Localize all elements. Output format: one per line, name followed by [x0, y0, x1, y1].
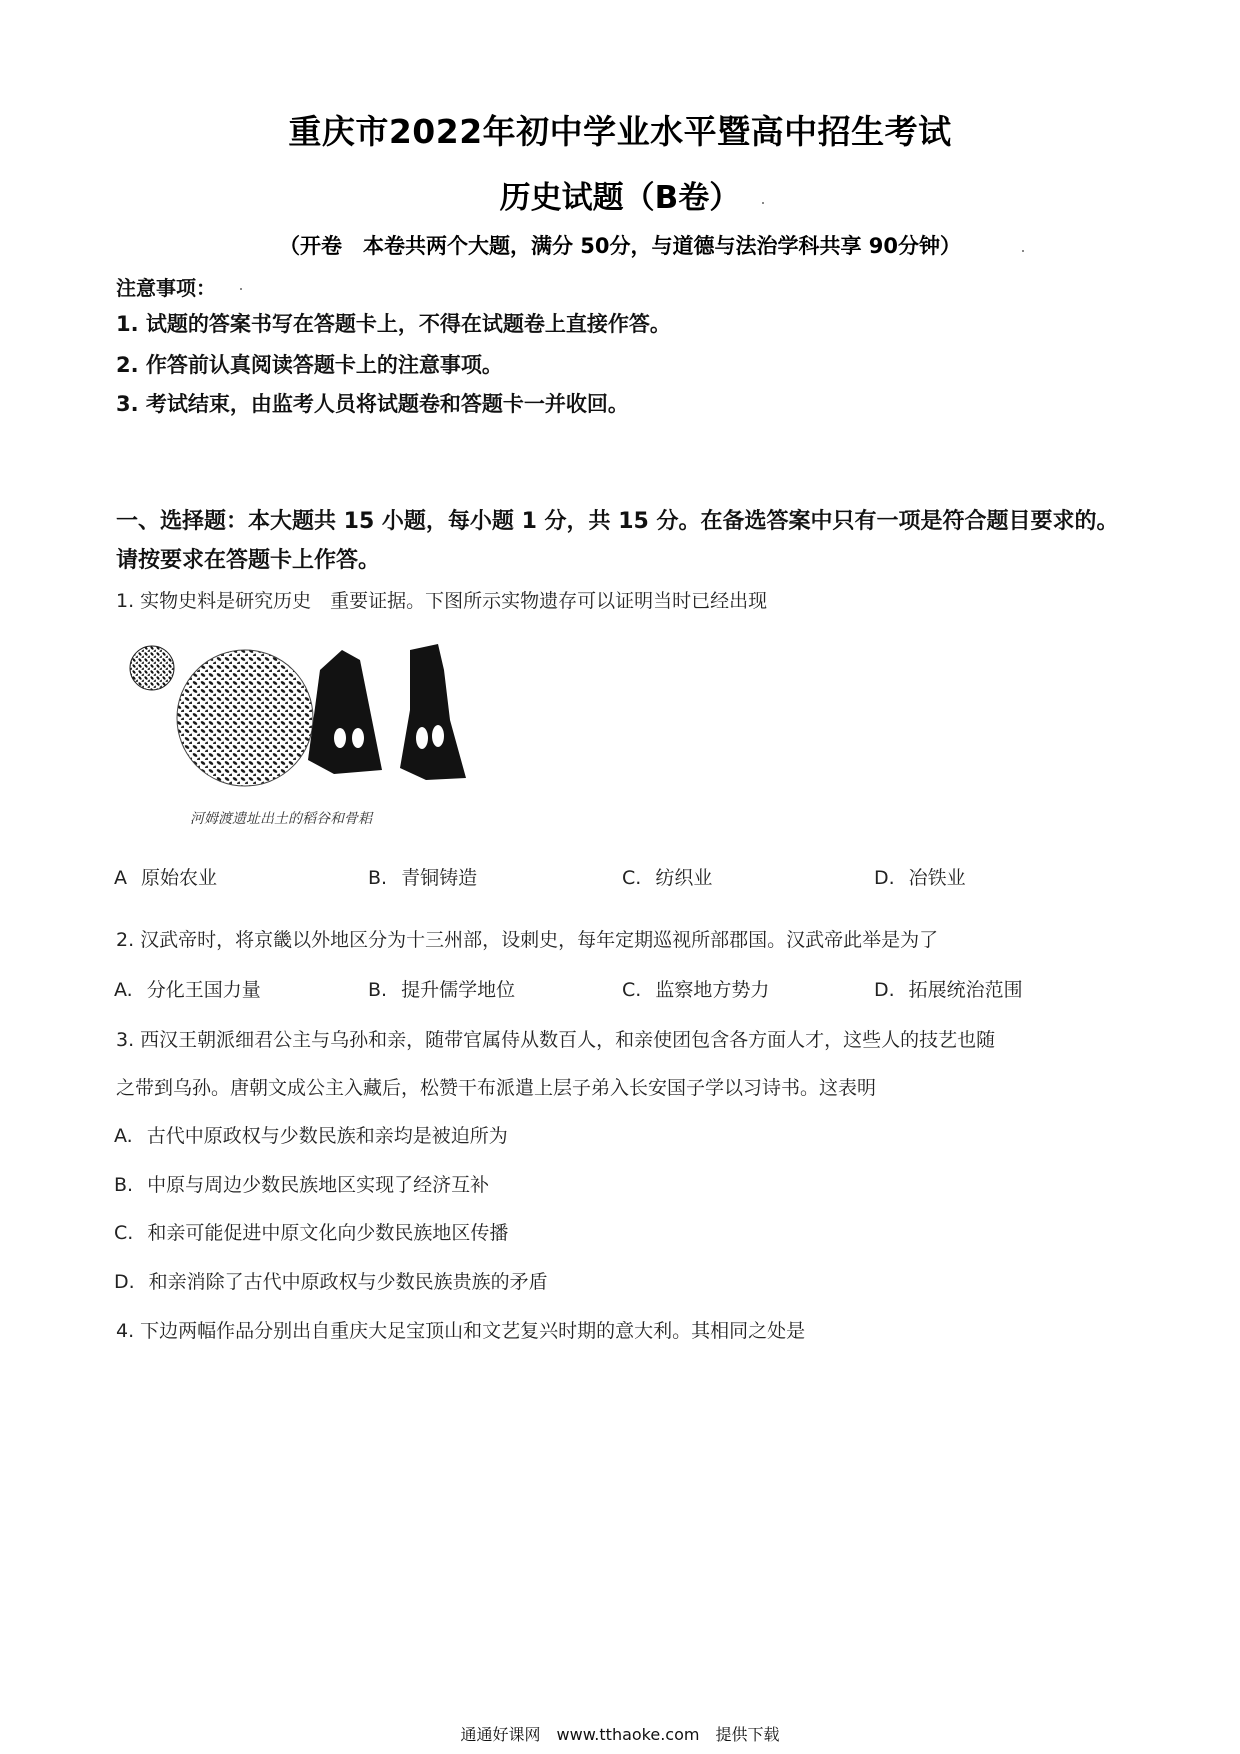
- option-letter: D.: [114, 1271, 135, 1293]
- notice-title: 注意事项：: [116, 276, 216, 300]
- exam-info: （开卷 本卷共两个大题，满分 50分，与道德与法治学科共享 90分钟）: [278, 234, 962, 258]
- question-3-stem-line-2: 之带到乌孙。唐朝文成公主入藏后，松赞干布派遣上层子弟入长安国子学以习诗书。这表明: [116, 1077, 877, 1099]
- option-letter: D.: [874, 867, 895, 889]
- option-letter: A.: [114, 979, 133, 1001]
- option-text: 和亲消除了古代中原政权与少数民族贵族的矛盾: [148, 1271, 548, 1293]
- option-text: 监察地方势力: [655, 979, 770, 1001]
- section-heading: 一、选择题：本大题共 15 小题，每小题 1 分，共 15 分。在备选答案中只有一项是符合题目要求的。请按要求在答题卡上作答。: [116, 509, 1119, 573]
- question-3-option-d[interactable]: [114, 1267, 548, 1294]
- question-1-option-a[interactable]: [114, 863, 217, 890]
- question-1-stem: 1. 实物史料是研究历史 重要证据。下图所示实物遗存可以证明当时已经出现: [116, 590, 768, 612]
- question-3-option-c[interactable]: [114, 1218, 508, 1245]
- option-text: 冶铁业: [908, 867, 966, 889]
- artifact-image: [120, 640, 510, 790]
- footer: 通通好课网 www.tthaoke.com 提供下载: [460, 1725, 780, 1744]
- question-3-option-b[interactable]: [114, 1170, 489, 1197]
- question-1-option-b[interactable]: [368, 863, 477, 890]
- option-letter: B.: [368, 867, 388, 889]
- rice-grain-icon: [130, 646, 313, 786]
- option-letter: D.: [874, 979, 895, 1001]
- option-text: 提升儒学地位: [401, 979, 516, 1001]
- scan-speck: [1022, 250, 1024, 252]
- exam-title: 重庆市2022年初中学业水平暨高中招生考试: [288, 112, 952, 151]
- option-letter: C.: [114, 1222, 134, 1244]
- question-3-stem-line-1: 3. 西汉王朝派细君公主与乌孙和亲，随带官属侍从数百人，和亲使团包含各方面人才，这些人的技艺也随: [116, 1029, 996, 1051]
- scan-speck: [762, 202, 764, 204]
- question-3-option-a[interactable]: [114, 1121, 508, 1148]
- option-letter: C.: [622, 867, 642, 889]
- option-letter: B.: [114, 1174, 134, 1196]
- question-2-stem: 2. 汉武帝时，将京畿以外地区分为十三州部，设刺史，每年定期巡视所部郡国。汉武帝此举是为了: [116, 929, 939, 951]
- option-text: 纺织业: [655, 867, 713, 889]
- figure-caption: 河姆渡遗址出土的稻谷和骨耜: [190, 811, 372, 827]
- exam-subtitle: 历史试题（B卷）: [499, 180, 741, 216]
- option-letter: B.: [368, 979, 388, 1001]
- question-1-option-c[interactable]: [622, 863, 712, 890]
- option-text: 青铜铸造: [401, 867, 478, 889]
- option-text: 古代中原政权与少数民族和亲均是被迫所为: [146, 1125, 508, 1147]
- option-letter: A: [114, 867, 127, 889]
- bone-spade-icon: [308, 644, 466, 780]
- option-text: 拓展统治范围: [908, 979, 1023, 1001]
- question-2-option-c[interactable]: [622, 975, 769, 1002]
- notice-item: 2. 作答前认真阅读答题卡上的注意事项。: [116, 353, 503, 377]
- option-letter: A.: [114, 1125, 133, 1147]
- question-2-option-a[interactable]: [114, 975, 261, 1002]
- option-text: 和亲可能促进中原文化向少数民族地区传播: [147, 1222, 509, 1244]
- notice-item: 3. 考试结束，由监考人员将试题卷和答题卡一并收回。: [116, 392, 629, 416]
- question-1-option-d[interactable]: [874, 863, 966, 890]
- option-text: 中原与周边少数民族地区实现了经济互补: [147, 1174, 490, 1196]
- option-text: 分化王国力量: [146, 979, 261, 1001]
- scan-speck: [240, 288, 242, 290]
- question-2-option-d[interactable]: [874, 975, 1023, 1002]
- question-2-option-b[interactable]: [368, 975, 515, 1002]
- question-4-stem: 4. 下边两幅作品分别出自重庆大足宝顶山和文艺复兴时期的意大利。其相同之处是: [116, 1320, 806, 1342]
- option-text: 原始农业: [141, 867, 218, 889]
- notice-item: 1. 试题的答案书写在答题卡上，不得在试题卷上直接作答。: [116, 312, 671, 336]
- option-letter: C.: [622, 979, 642, 1001]
